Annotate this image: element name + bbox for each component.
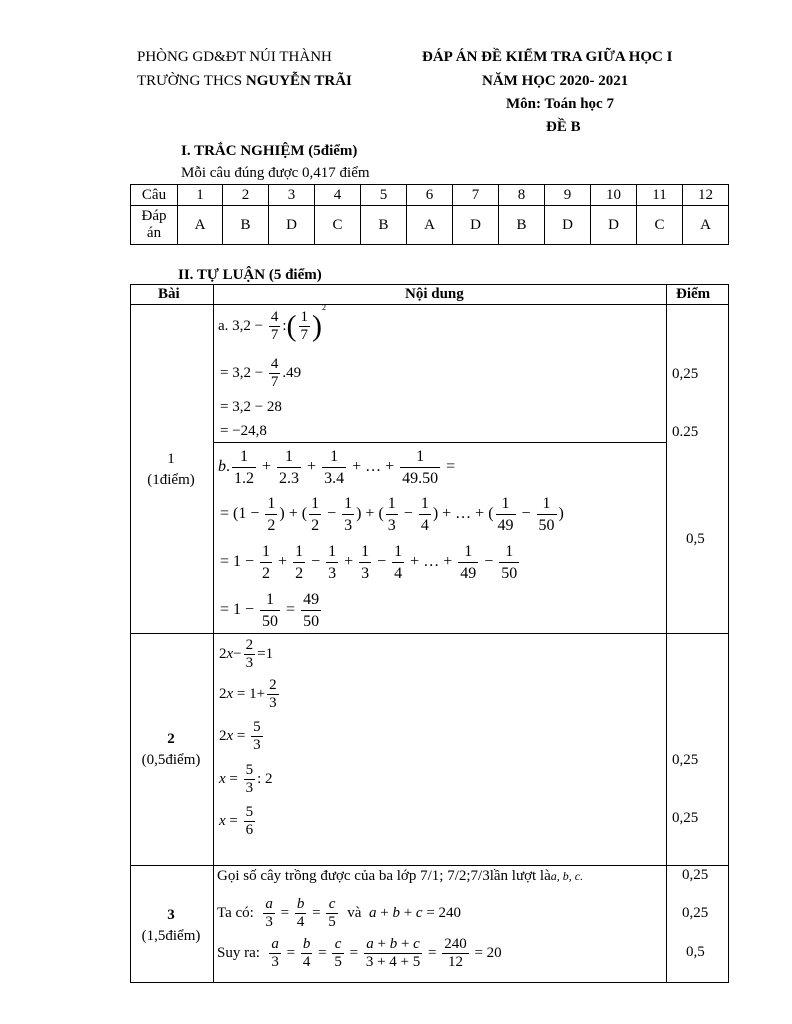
col-header-diem: Điểm xyxy=(676,286,711,302)
eq-1a-line2: = 3,2 − $\frac{4}{7}$ .49 xyxy=(220,356,302,390)
bai3-line1: Gọi số cây trồng được của ba lớp 7/1; 7/2;7/3lần lượt làa, b, c. xyxy=(217,868,584,884)
question-number: 10 xyxy=(591,185,637,206)
score-1a-1: 0,25 xyxy=(672,366,699,382)
score-3-2: 0,25 xyxy=(682,905,709,921)
dept-name: PHÒNG GD&ĐT NÚI THÀNH xyxy=(137,49,332,65)
eq-2-line5: x = $\frac{5}{6}$ xyxy=(219,804,254,838)
header-divider xyxy=(131,304,728,305)
question-number: 7 xyxy=(453,185,499,206)
answer-cell: B xyxy=(361,206,407,245)
school-year: NĂM HỌC 2020- 2021 xyxy=(482,73,629,89)
score-3-1: 0,25 xyxy=(682,867,709,883)
question-number: 11 xyxy=(637,185,683,206)
bai3-line2: Ta có: $\frac{a}{3}$ = $\frac{b}{4}$ = $\frac{c}{5}$ và a + b + c = 240 xyxy=(217,896,462,930)
question-number: 6 xyxy=(407,185,453,206)
answer-cell: A xyxy=(683,206,729,245)
eq-1b-line2: = (1 − $\frac{1}{2}$ ) + ( $\frac{1}{2}$ − $\frac{1}{3}$ ) + ( $\frac{1}{3}$ − $\frac{1}{4}$ ) + … + ( $\frac{1}{49}$ − $\frac{1}{50}$ ) xyxy=(220,495,564,534)
school-name: TRƯỜNG THCS NGUYỄN TRÃI xyxy=(137,73,352,89)
score-1a-2: 0.25 xyxy=(672,424,699,440)
question-number: 1 xyxy=(178,185,223,206)
score-2-2: 0,25 xyxy=(672,810,699,826)
eq-1a-line1: a. 3,2 − $\frac{4}{7}$ :( $\frac{1}{7}$ )$^2$ xyxy=(218,303,327,343)
answer-cell: D xyxy=(545,206,591,245)
row-divider xyxy=(213,442,667,443)
question-number: 12 xyxy=(683,185,729,206)
answer-cell: B xyxy=(223,206,269,245)
subject: Môn: Toán học 7 xyxy=(506,96,614,112)
answer-cell: B xyxy=(499,206,545,245)
eq-1a-line3: = 3,2 − 28 xyxy=(220,399,282,415)
col-header-bai: Bài xyxy=(158,286,180,302)
bai3-label: 3 (1,5điểm) xyxy=(141,907,201,944)
bai1-label: 1 (1điểm) xyxy=(147,451,195,488)
question-number: 4 xyxy=(315,185,361,206)
doc-title: ĐÁP ÁN ĐỀ KIỂM TRA GIỮA HỌC I xyxy=(422,49,673,65)
eq-1b-line1: b. $\frac{1}{1.2}$ + $\frac{1}{2.3}$ + $\frac{1}{3.4}$ + … + $\frac{1}{49.50}$ = xyxy=(218,448,456,487)
eq-1b-line3: = 1 − $\frac{1}{2}$ + $\frac{1}{2}$ − $\frac{1}{3}$ + $\frac{1}{3}$ − $\frac{1}{4}$ + … + $\frac{1}{49}$ − $\frac{1}{50}$ xyxy=(220,543,518,582)
question-number: 8 xyxy=(499,185,545,206)
answer-cell: A xyxy=(178,206,223,245)
answer-table xyxy=(130,184,729,245)
question-number: 9 xyxy=(545,185,591,206)
question-number: 2 xyxy=(223,185,269,206)
col-header-noidung: Nội dung xyxy=(405,286,464,302)
exam-code: ĐỀ B xyxy=(546,119,581,135)
eq-1b-line4: = 1 − $\frac{1}{50}$ = $\frac{49}{50}$ xyxy=(220,591,320,630)
eq-2-line2: 2x = 1+ $\frac{2}{3}$ xyxy=(219,677,277,711)
eq-2-line4: x = $\frac{5}{3}$ : 2 xyxy=(219,762,273,796)
answer-header: Đáp án xyxy=(131,206,178,245)
score-2-1: 0,25 xyxy=(672,752,699,768)
question-header: Câu xyxy=(131,185,178,206)
answer-cell: C xyxy=(315,206,361,245)
question-row xyxy=(131,185,729,206)
eq-2-line1: 2x− $\frac{2}{3}$ =1 xyxy=(219,637,274,671)
question-number: 3 xyxy=(269,185,315,206)
question-number: 5 xyxy=(361,185,407,206)
answer-cell: C xyxy=(637,206,683,245)
answer-cell: D xyxy=(453,206,499,245)
answer-cell: A xyxy=(407,206,453,245)
bai3-line3: Suy ra: $\frac{a}{3}$ = $\frac{b}{4}$ = $\frac{c}{5}$ = $\frac{a + b + c}{3 + 4 + 5}$ = $\frac{240}{12}$ = 20 xyxy=(217,936,502,970)
section2-title: II. TỰ LUẬN (5 điểm) xyxy=(178,267,322,283)
bai2-label: 2 (0,5điểm) xyxy=(141,731,201,768)
row-divider xyxy=(131,633,728,634)
section1-note: Mỗi câu đúng được 0,417 điểm xyxy=(181,165,370,181)
answer-row xyxy=(131,206,729,245)
score-1b: 0,5 xyxy=(686,531,705,547)
answer-cell: D xyxy=(591,206,637,245)
eq-2-line3: 2x = $\frac{5}{3}$ xyxy=(219,719,261,753)
eq-1a-line4: = −24,8 xyxy=(220,423,267,439)
answer-cell: D xyxy=(269,206,315,245)
section1-title: I. TRẮC NGHIỆM (5điểm) xyxy=(181,143,358,159)
score-3-3: 0,5 xyxy=(686,944,705,960)
